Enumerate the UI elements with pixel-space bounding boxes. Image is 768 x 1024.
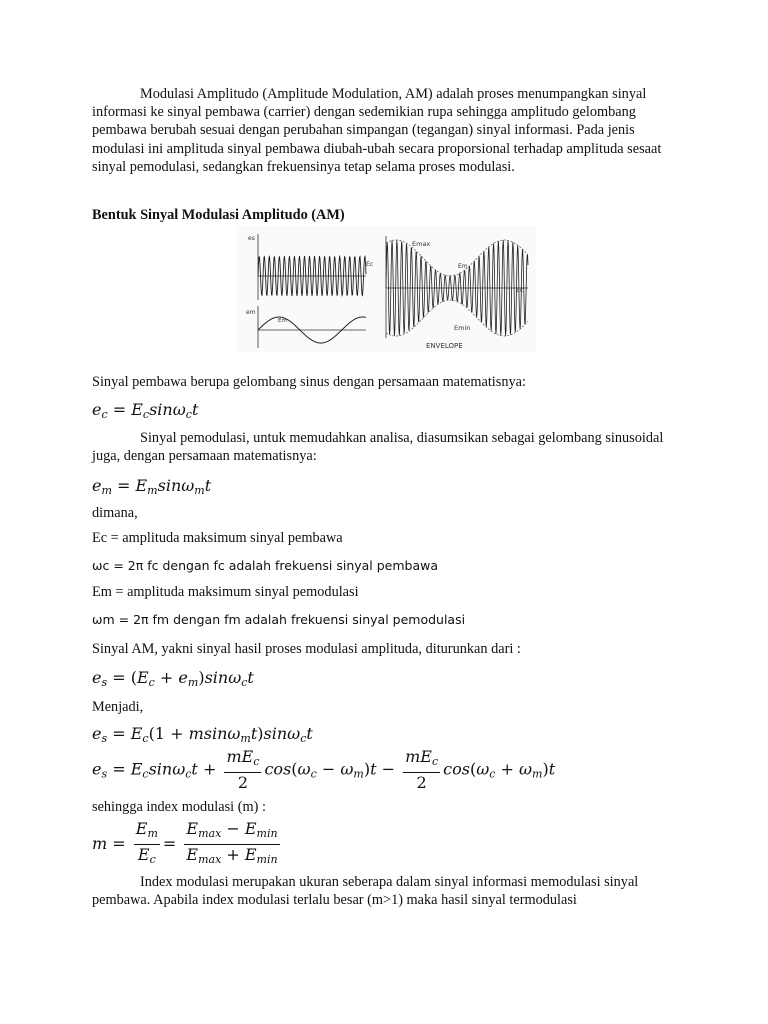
index-text: sehingga index modulasi (m) : [92, 799, 266, 815]
definition-wc: ωc = 2π fc dengan fc adalah frekuensi sinyal pembawa [92, 558, 439, 573]
carrier-equation: $e_c = E_c\sin\omega_ct$ [92, 400, 199, 421]
definition-em: Em = amplituda maksimum sinyal pemodulasi [92, 584, 359, 600]
index-equation: m = $\frac{E_m}{E_c}$ = $\frac{E_{max} - E_{min}}{E_{max} + E_{min}}$ [92, 819, 278, 866]
label-es-left: es [248, 235, 255, 242]
modulating-equation: $e_m = E_m\sin\omega_mt$ [92, 476, 212, 497]
definition-wm: ωm = 2π fm dengan fm adalah frekuensi sinyal pemodulasi [92, 612, 466, 627]
am-waveform-figure [236, 226, 536, 352]
closing-paragraph: Index modulasi merupakan ukuran seberapa dalam sinyal informasi memodulasi sinyal pembawa. Apabila index modulasi terlalu besar (m>1) maka hasil sinyal termodulasi [92, 874, 639, 909]
definition-ec: Ec = amplituda maksimum sinyal pembawa [92, 530, 343, 546]
am-equation-3: $e_s = E_c\sin\omega_ct$ + $\frac{mE_c}{2}$ $\cos(\omega_c - \omega_m)t$ − $\frac{mE_c}{2}$ $\cos(\omega_c + \omega_m)t$ [92, 747, 556, 792]
intro-paragraph: Modulasi Amplitudo (Amplitude Modulation, AM) adalah proses menumpangkan sinyal informasi ke sinyal pembawa (carrier) dengan sedemikian rupa sehingga amplitudo gelombang pembawa berubah sesuai dengan perubahan simpangan (tegangan) sinyal informasi. Pada jenis modulasi ini amplituda sinyal pembawa diubah-ubah secara proporsional terhadap amplituda sesaat sinyal pemodulasi, sedangkan frekuensinya tetap selama proses modulasi. [92, 86, 662, 175]
label-em-small: Em [278, 318, 287, 324]
am-equation-2: $e_s = E_c(1 + msin\omega_mt)\sin\omega_ct$ [92, 724, 313, 745]
label-emax: Emax [412, 240, 431, 248]
label-em-right: Em [458, 263, 468, 270]
label-envelope: ENVELOPE [426, 342, 463, 350]
modulating-text: Sinyal pemodulasi, untuk memudahkan analisa, diasumsikan sebagai gelombang sinusoidal juga, dengan persamaan matematisnya: [92, 430, 664, 465]
am-equation-1: $e_s = (E_c + e_m)\sin\omega_ct$ [92, 668, 254, 689]
am-text: Sinyal AM, yakni sinyal hasil proses modulasi amplituda, diturunkan dari : [92, 641, 521, 657]
label-ec: Ec [366, 261, 374, 268]
label-ec-right: Ec [516, 287, 524, 294]
dimana-text: dimana, [92, 505, 138, 521]
menjadi-text: Menjadi, [92, 699, 144, 715]
label-em-left: em [246, 309, 256, 316]
section-heading: Bentuk Sinyal Modulasi Amplitudo (AM) [92, 207, 345, 223]
label-emin: Emin [454, 324, 471, 332]
carrier-text: Sinyal pembawa berupa gelombang sinus dengan persamaan matematisnya: [92, 374, 526, 390]
